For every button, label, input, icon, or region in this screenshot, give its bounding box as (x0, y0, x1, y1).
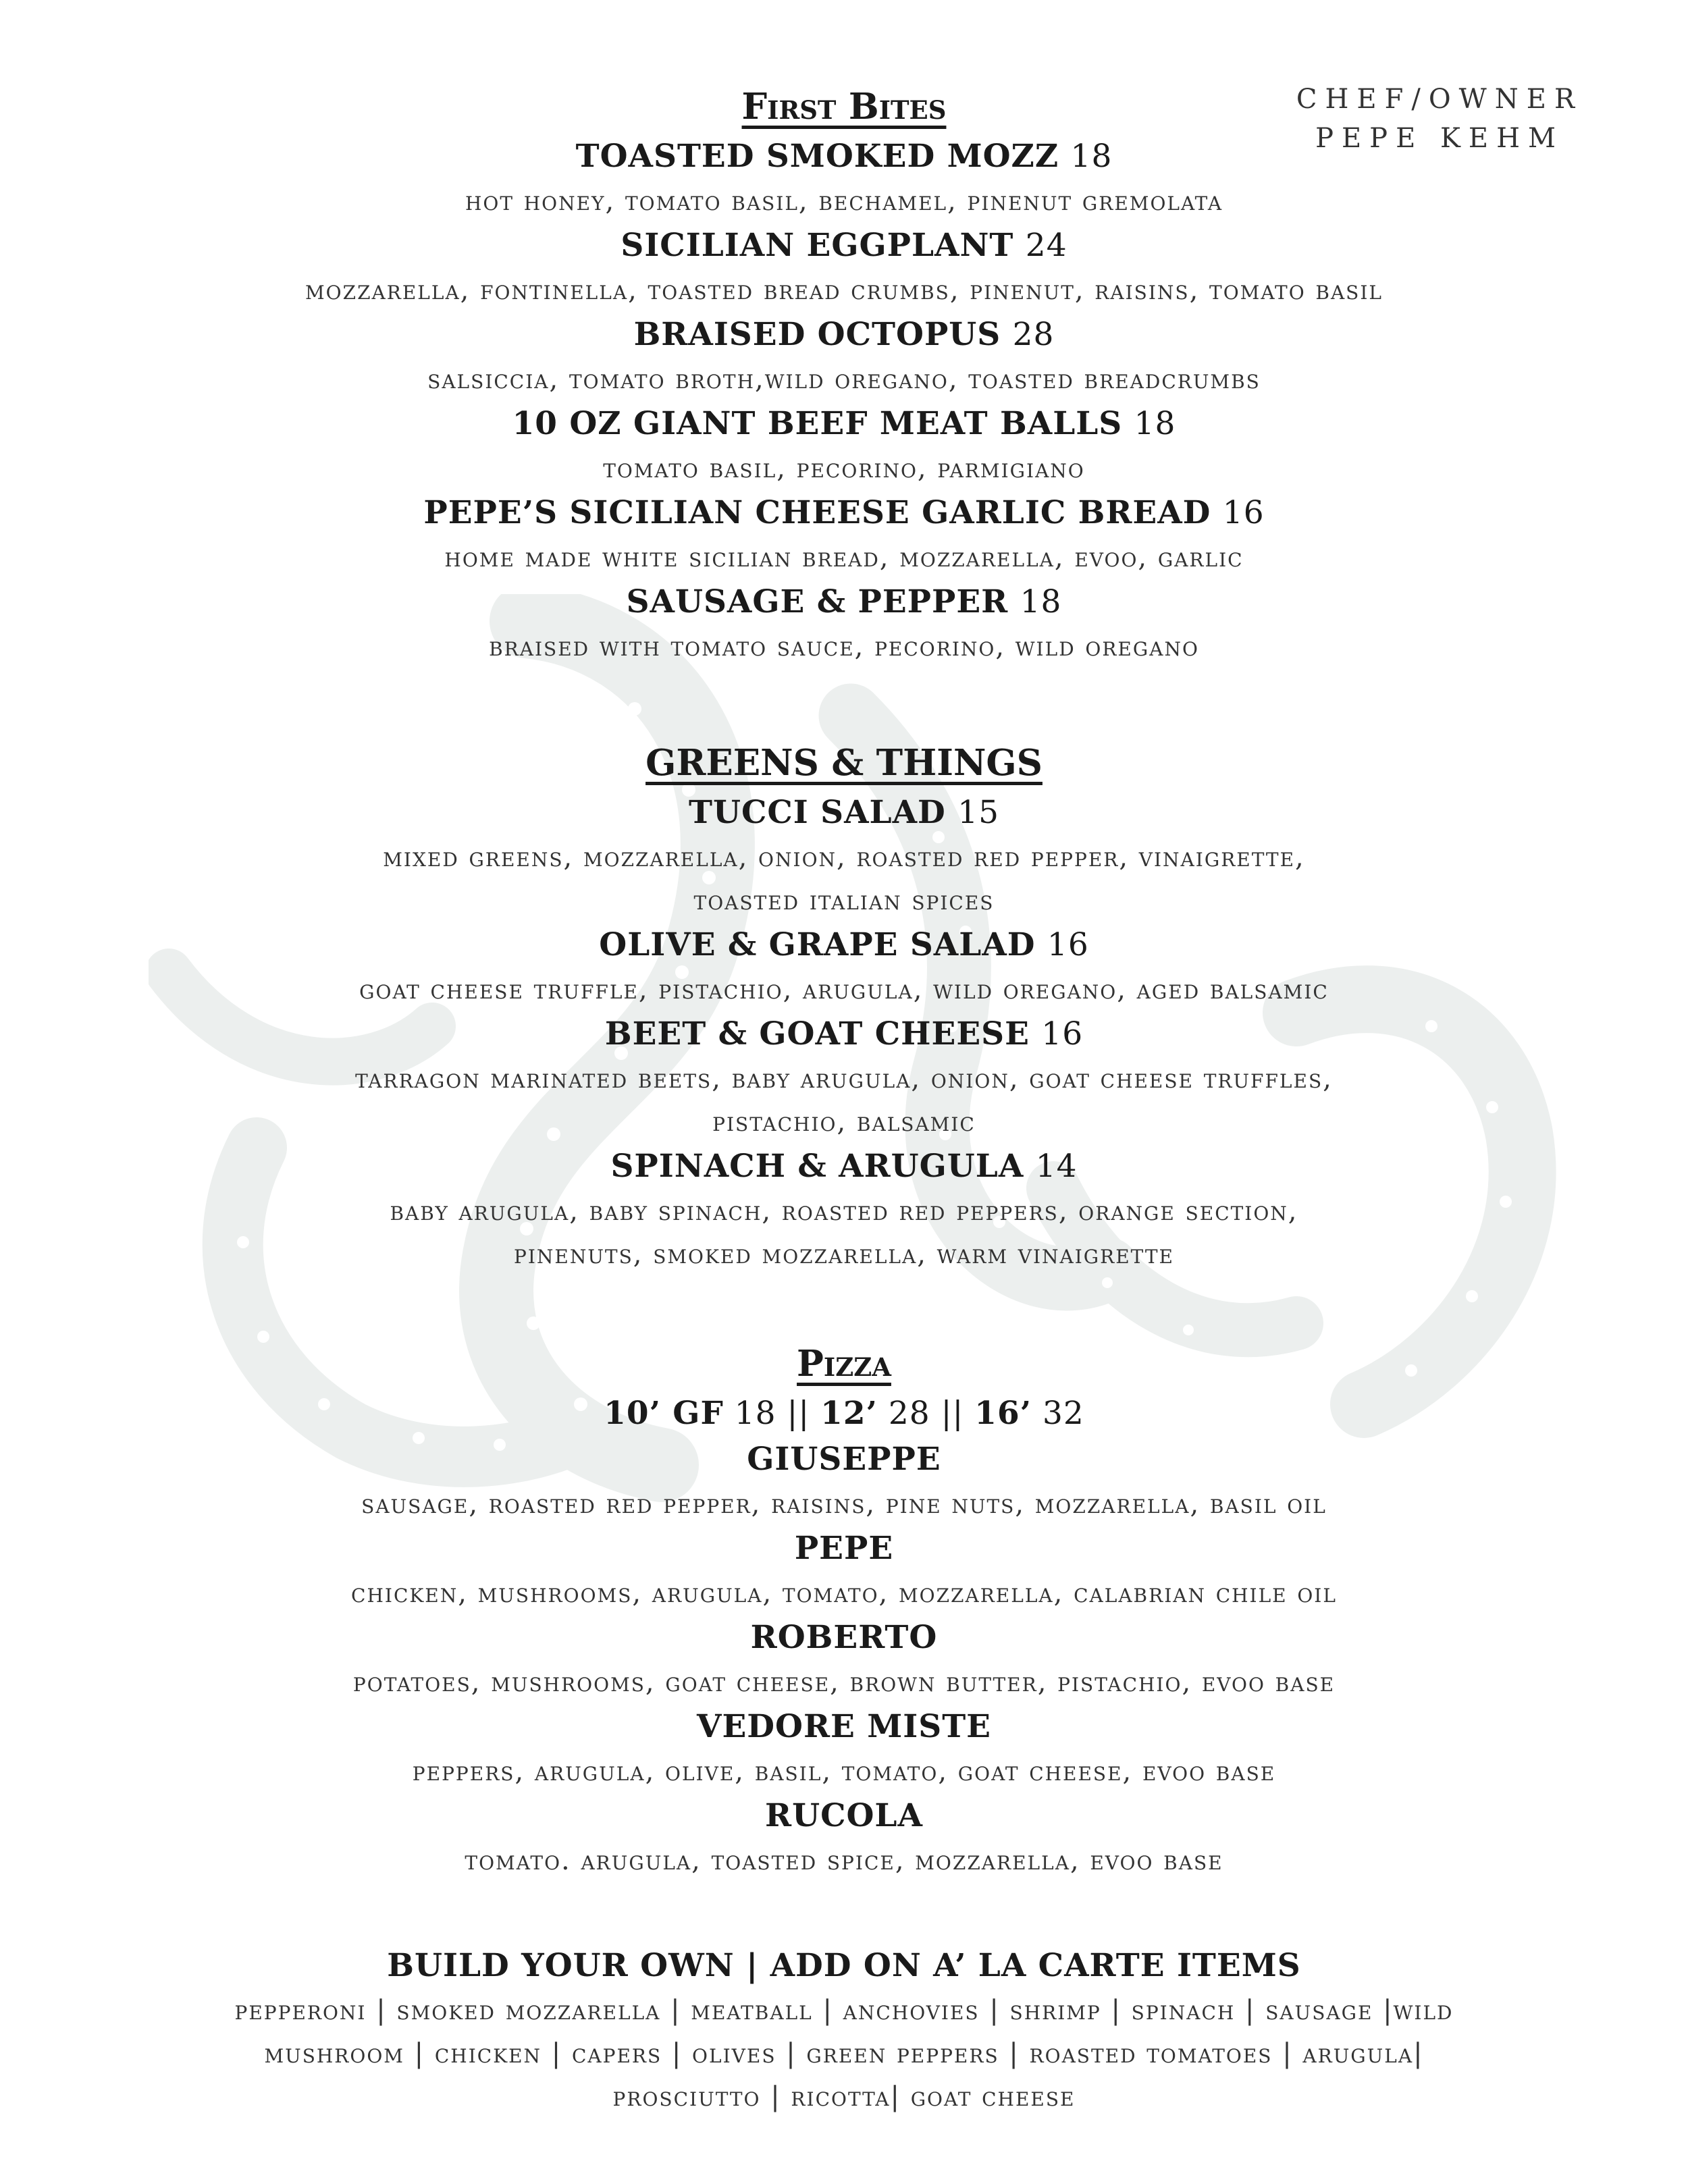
menu-item-name (0, 1011, 1688, 1057)
menu-item-description: toasted italian spices (693, 885, 995, 916)
menu-item-title: VEDORE MISTE (697, 1708, 991, 1745)
menu-item (0, 312, 1688, 401)
menu-item (0, 579, 1688, 668)
menu-item-name (0, 1144, 1688, 1190)
menu-item-description: tomato basil, pecorino, parmigiano (603, 453, 1085, 484)
pizza-price-large: 32 (1043, 1395, 1084, 1432)
menu-item-price: 18 (1070, 138, 1113, 175)
menu-item (0, 1615, 1688, 1704)
menu-item-title: SICILIAN EGGPLANT (621, 227, 1014, 264)
menu-item-name (0, 312, 1688, 358)
menu-item-description: salsiccia, tomato broth,wild oregano, toasted breadcrumbs (427, 364, 1261, 395)
pizza-price-small: 18 (734, 1395, 776, 1432)
pizza-size-small: 10’ GF (604, 1395, 724, 1432)
menu-item (0, 1526, 1688, 1615)
menu-item-title: OLIVE & GRAPE SALAD (599, 926, 1036, 963)
menu-item (0, 1011, 1688, 1144)
pizza-section (0, 1337, 1688, 1882)
menu-item-price: 15 (957, 794, 999, 831)
menu-item-title: SAUSAGE & PEPPER (626, 583, 1009, 620)
menu-item-name (0, 1437, 1688, 1483)
section-title-pizza: Pizza (797, 1343, 891, 1385)
menu-item-description: potatoes, mushrooms, goat cheese, brown butter, pistachio, evoo base (352, 1667, 1336, 1698)
menu-item (0, 1704, 1688, 1793)
menu-item-name (0, 134, 1688, 180)
menu-item-description: tomato. arugula, toasted spice, mozzarella, evoo base (465, 1845, 1223, 1876)
size-separator: || (787, 1395, 810, 1432)
menu-item-description: pinenuts, smoked mozzarella, warm vinaigrette (513, 1239, 1174, 1270)
build-your-own-title: BUILD YOUR OWN | ADD ON A’ LA CARTE ITEMS (387, 1947, 1301, 1984)
pizza-list (0, 1437, 1688, 1882)
menu-item-price: 16 (1047, 926, 1089, 963)
menu-item-title: GIUSEPPE (747, 1441, 941, 1478)
pizza-size-pricing (0, 1391, 1688, 1437)
menu-item-title: 10 OZ GIANT BEEF MEAT BALLS (512, 405, 1123, 442)
menu-item-name (0, 579, 1688, 625)
menu-item-description: peppers, arugula, olive, basil, tomato, goat cheese, evoo base (412, 1756, 1276, 1787)
menu-item-description: hot honey, tomato basil, bechamel, pinenut gremolata (465, 186, 1223, 217)
first-bites-list (0, 134, 1688, 668)
menu-item-description: goat cheese truffle, pistachio, arugula, wild oregano, aged balsamic (359, 974, 1329, 1005)
menu-item-price: 24 (1025, 227, 1067, 264)
menu-item-price: 18 (1020, 583, 1062, 620)
menu-item-name (0, 223, 1688, 269)
menu-item-description: chicken, mushrooms, arugula, tomato, mozzarella, calabrian chile oil (351, 1578, 1337, 1609)
menu-item-title: BRAISED OCTOPUS (633, 316, 1001, 353)
chef-title: CHEF/OWNER (1296, 84, 1583, 115)
menu-item-title: RUCOLA (765, 1797, 923, 1834)
menu-item-name (0, 1526, 1688, 1572)
menu-item-title: TUCCI SALAD (689, 794, 946, 831)
pizza-size-large: 16’ (974, 1395, 1032, 1432)
menu-item-description: tarragon marinated beets, baby arugula, onion, goat cheese truffles, (355, 1063, 1333, 1094)
menu-item (0, 922, 1688, 1011)
section-title-greens: GREENS & THINGS (645, 742, 1043, 784)
build-your-own-section (0, 1943, 1688, 2119)
chef-name: PEPE KEHM (1315, 123, 1564, 154)
menu-item-price: 14 (1035, 1148, 1078, 1185)
menu-item-description: mozzarella, fontinella, toasted bread crumbs, pinenut, raisins, tomato basil (305, 275, 1383, 306)
size-separator: || (941, 1395, 964, 1432)
add-on-line: mushroom | chicken | capers | olives | green peppers | roasted tomatoes | arugula| (264, 2038, 1424, 2069)
menu-item-name (0, 922, 1688, 968)
menu-item-name (0, 401, 1688, 447)
menu-item-title: PEPE’S SICILIAN CHEESE GARLIC BREAD (423, 494, 1211, 531)
menu-item-description: braised with tomato sauce, pecorino, wild oregano (489, 631, 1199, 662)
menu-item-name (0, 1793, 1688, 1839)
menu-item-title: BEET & GOAT CHEESE (604, 1015, 1030, 1053)
menu-item-price: 28 (1012, 316, 1055, 353)
menu-item-title: PEPE (794, 1530, 894, 1567)
menu-item (0, 1144, 1688, 1276)
menu-item-price: 18 (1134, 405, 1176, 442)
menu-item-description: baby arugula, baby spinach, roasted red peppers, orange section, (390, 1196, 1298, 1227)
first-bites-section (0, 80, 1688, 668)
section-title-first-bites: First Bites (741, 86, 947, 128)
greens-list (0, 790, 1688, 1276)
menu-item-description: pistachio, balsamic (712, 1107, 976, 1138)
menu-item-price: 16 (1222, 494, 1265, 531)
menu-item-price: 16 (1041, 1015, 1084, 1053)
menu-item (0, 1437, 1688, 1526)
menu-item-description: home made white sicilian bread, mozzarella, evoo, garlic (444, 542, 1244, 573)
menu-item-description: mixed greens, mozzarella, onion, roasted red pepper, vinaigrette, (383, 842, 1305, 873)
menu-item (0, 401, 1688, 490)
menu-item-name (0, 1704, 1688, 1750)
menu-item (0, 223, 1688, 312)
add-on-line: pepperoni | smoked mozzarella | meatball | anchovies | shrimp | spinach | sausage |wild (234, 1995, 1454, 2026)
menu-item-title: SPINACH & ARUGULA (610, 1148, 1024, 1185)
menu-item (0, 490, 1688, 579)
menu-item-title: ROBERTO (750, 1619, 938, 1656)
menu-item-title: TOASTED SMOKED MOZZ (575, 138, 1059, 175)
menu-item-name (0, 790, 1688, 836)
menu-item-name (0, 490, 1688, 536)
pizza-size-medium: 12’ (820, 1395, 878, 1432)
menu-item-name (0, 1615, 1688, 1661)
menu-item (0, 134, 1688, 223)
add-on-line: prosciutto | ricotta| goat cheese (612, 2081, 1076, 2112)
menu-item (0, 790, 1688, 922)
menu-item-description: sausage, roasted red pepper, raisins, pine nuts, mozzarella, basil oil (361, 1489, 1327, 1520)
greens-section (0, 736, 1688, 1276)
menu-item (0, 1793, 1688, 1882)
pizza-price-medium: 28 (888, 1395, 930, 1432)
